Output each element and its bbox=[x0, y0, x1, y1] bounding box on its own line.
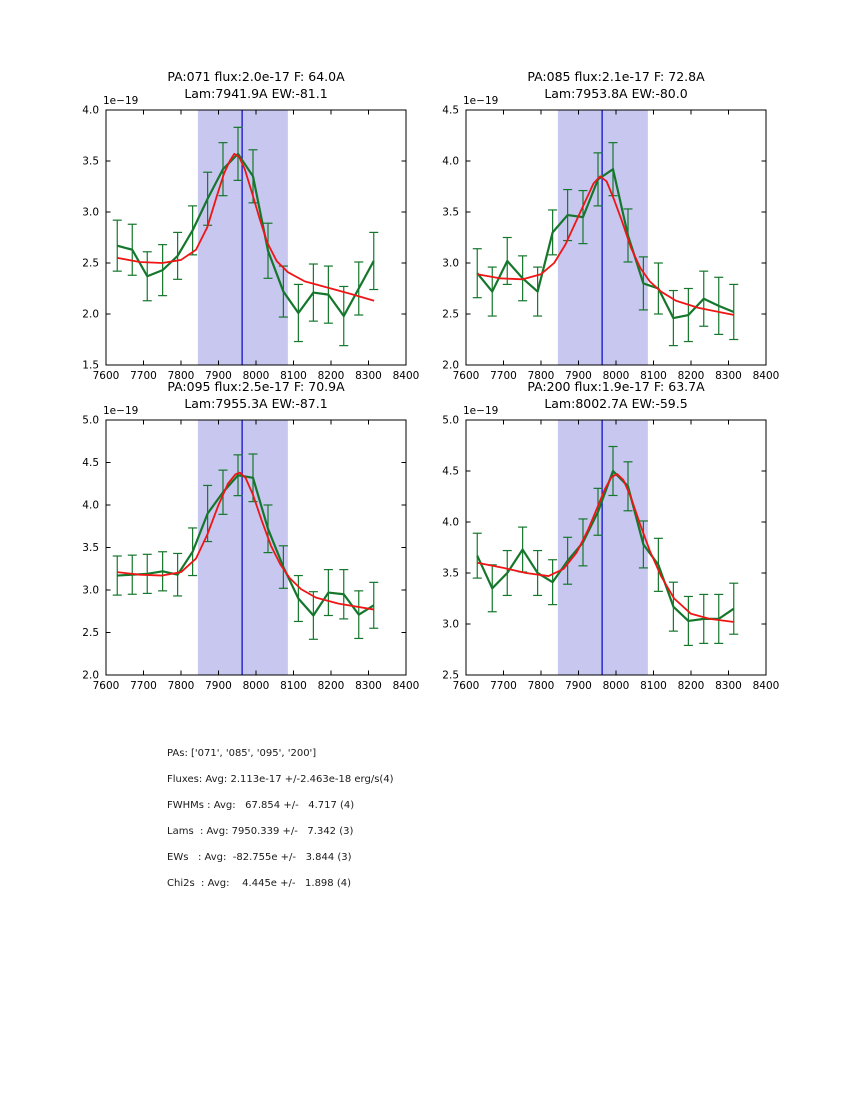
plot-pa095 bbox=[82, 405, 419, 692]
y-tick-label: 5.0 bbox=[442, 414, 459, 427]
plot-pa071 bbox=[82, 95, 419, 382]
y-tick-label: 3.5 bbox=[442, 567, 459, 580]
stats-summary bbox=[167, 741, 394, 897]
x-tick-label: 8300 bbox=[355, 680, 382, 692]
y-tick-label: 2.0 bbox=[82, 669, 99, 682]
plot-title-line2: Lam:7953.8A EW:-80.0 bbox=[544, 86, 688, 101]
x-tick-label: 8100 bbox=[640, 370, 667, 382]
y-tick-label: 5.0 bbox=[82, 414, 99, 427]
y-axis-offset-label: 1e−19 bbox=[103, 95, 139, 107]
y-tick-label: 1.5 bbox=[82, 359, 99, 372]
plot-pa200 bbox=[442, 405, 779, 692]
y-tick-label: 3.0 bbox=[442, 618, 459, 631]
x-tick-label: 8200 bbox=[677, 370, 705, 382]
x-tick-label: 8000 bbox=[602, 370, 630, 382]
x-tick-label: 7900 bbox=[205, 370, 232, 382]
y-tick-label: 4.0 bbox=[82, 104, 99, 117]
x-tick-label: 8300 bbox=[355, 370, 382, 382]
plot-title-line1: PA:095 flux:2.5e-17 F: 70.9A bbox=[167, 379, 345, 394]
x-tick-label: 8000 bbox=[242, 680, 270, 692]
y-axis-offset-label: 1e−19 bbox=[463, 95, 499, 107]
x-tick-label: 8100 bbox=[640, 680, 667, 692]
summary-line-ews: EWs : Avg: -82.755e +/- 3.844 (3) bbox=[167, 852, 352, 863]
y-tick-label: 2.5 bbox=[82, 627, 99, 639]
y-tick-label: 4.0 bbox=[442, 155, 459, 168]
fit-region-band bbox=[558, 110, 648, 365]
x-tick-label: 8400 bbox=[752, 370, 780, 382]
y-tick-label: 2.5 bbox=[442, 308, 459, 321]
x-tick-label: 8300 bbox=[715, 680, 742, 692]
y-tick-label: 3.0 bbox=[442, 257, 459, 270]
x-tick-label: 7700 bbox=[130, 370, 157, 382]
y-tick-label: 2.5 bbox=[82, 257, 99, 270]
x-tick-label: 8400 bbox=[752, 680, 780, 692]
y-tick-label: 3.5 bbox=[82, 542, 99, 554]
y-axis-offset-label: 1e−19 bbox=[103, 405, 139, 417]
x-tick-label: 8400 bbox=[392, 680, 420, 692]
x-tick-label: 7700 bbox=[490, 370, 517, 382]
x-tick-label: 8200 bbox=[677, 680, 705, 692]
fit-region-band bbox=[558, 420, 648, 675]
y-tick-label: 2.0 bbox=[442, 359, 459, 372]
x-tick-label: 7700 bbox=[130, 680, 157, 692]
summary-line-fluxes: Fluxes: Avg: 2.113e-17 +/-2.463e-18 erg/s(4) bbox=[167, 774, 394, 785]
x-tick-label: 8200 bbox=[317, 680, 345, 692]
plot-title-line2: Lam:7941.9A EW:-81.1 bbox=[184, 86, 328, 101]
summary-line-pas: PAs: ['071', '085', '095', '200'] bbox=[167, 748, 317, 759]
y-tick-label: 4.5 bbox=[442, 104, 459, 117]
x-tick-label: 7700 bbox=[490, 680, 517, 692]
y-tick-label: 2.0 bbox=[82, 308, 99, 321]
x-tick-label: 7900 bbox=[565, 370, 592, 382]
y-tick-label: 3.0 bbox=[82, 584, 99, 597]
x-tick-label: 7600 bbox=[452, 680, 480, 692]
x-tick-label: 7900 bbox=[565, 680, 592, 692]
y-tick-label: 4.5 bbox=[82, 457, 99, 469]
plot-title-line1: PA:085 flux:2.1e-17 F: 72.8A bbox=[527, 69, 705, 84]
x-tick-label: 8100 bbox=[280, 680, 307, 692]
x-tick-label: 8100 bbox=[280, 370, 307, 382]
y-tick-label: 4.0 bbox=[82, 499, 99, 512]
plot-title-line1: PA:071 flux:2.0e-17 F: 64.0A bbox=[167, 69, 345, 84]
y-tick-label: 4.0 bbox=[442, 516, 459, 529]
x-tick-label: 7800 bbox=[527, 680, 555, 692]
y-tick-label: 3.0 bbox=[82, 206, 99, 219]
x-tick-label: 7800 bbox=[167, 370, 195, 382]
fit-region-band bbox=[198, 110, 288, 365]
x-tick-label: 7900 bbox=[205, 680, 232, 692]
x-tick-label: 8200 bbox=[317, 370, 345, 382]
y-tick-label: 2.5 bbox=[442, 669, 459, 682]
plot-title-line1: PA:200 flux:1.9e-17 F: 63.7A bbox=[527, 379, 705, 394]
summary-line-chi2s: Chi2s : Avg: 4.445e +/- 1.898 (4) bbox=[167, 878, 352, 889]
y-tick-label: 3.5 bbox=[82, 155, 99, 168]
x-tick-label: 7800 bbox=[527, 370, 555, 382]
summary-line-fwhms: FWHMs : Avg: 67.854 +/- 4.717 (4) bbox=[167, 800, 355, 811]
plot-title-line2: Lam:8002.7A EW:-59.5 bbox=[544, 396, 688, 411]
x-tick-label: 8000 bbox=[602, 680, 630, 692]
x-tick-label: 7800 bbox=[167, 680, 195, 692]
y-tick-label: 3.5 bbox=[442, 206, 459, 219]
x-tick-label: 7600 bbox=[92, 370, 120, 382]
plot-pa085 bbox=[442, 95, 779, 382]
summary-line-lams: Lams : Avg: 7950.339 +/- 7.342 (3) bbox=[167, 826, 354, 837]
y-axis-offset-label: 1e−19 bbox=[463, 405, 499, 417]
y-tick-label: 4.5 bbox=[442, 465, 459, 478]
x-tick-label: 8400 bbox=[392, 370, 420, 382]
x-tick-label: 8300 bbox=[715, 370, 742, 382]
plot-title-line2: Lam:7955.3A EW:-87.1 bbox=[184, 396, 328, 411]
x-tick-label: 8000 bbox=[242, 370, 270, 382]
x-tick-label: 7600 bbox=[92, 680, 120, 692]
x-tick-label: 7600 bbox=[452, 370, 480, 382]
